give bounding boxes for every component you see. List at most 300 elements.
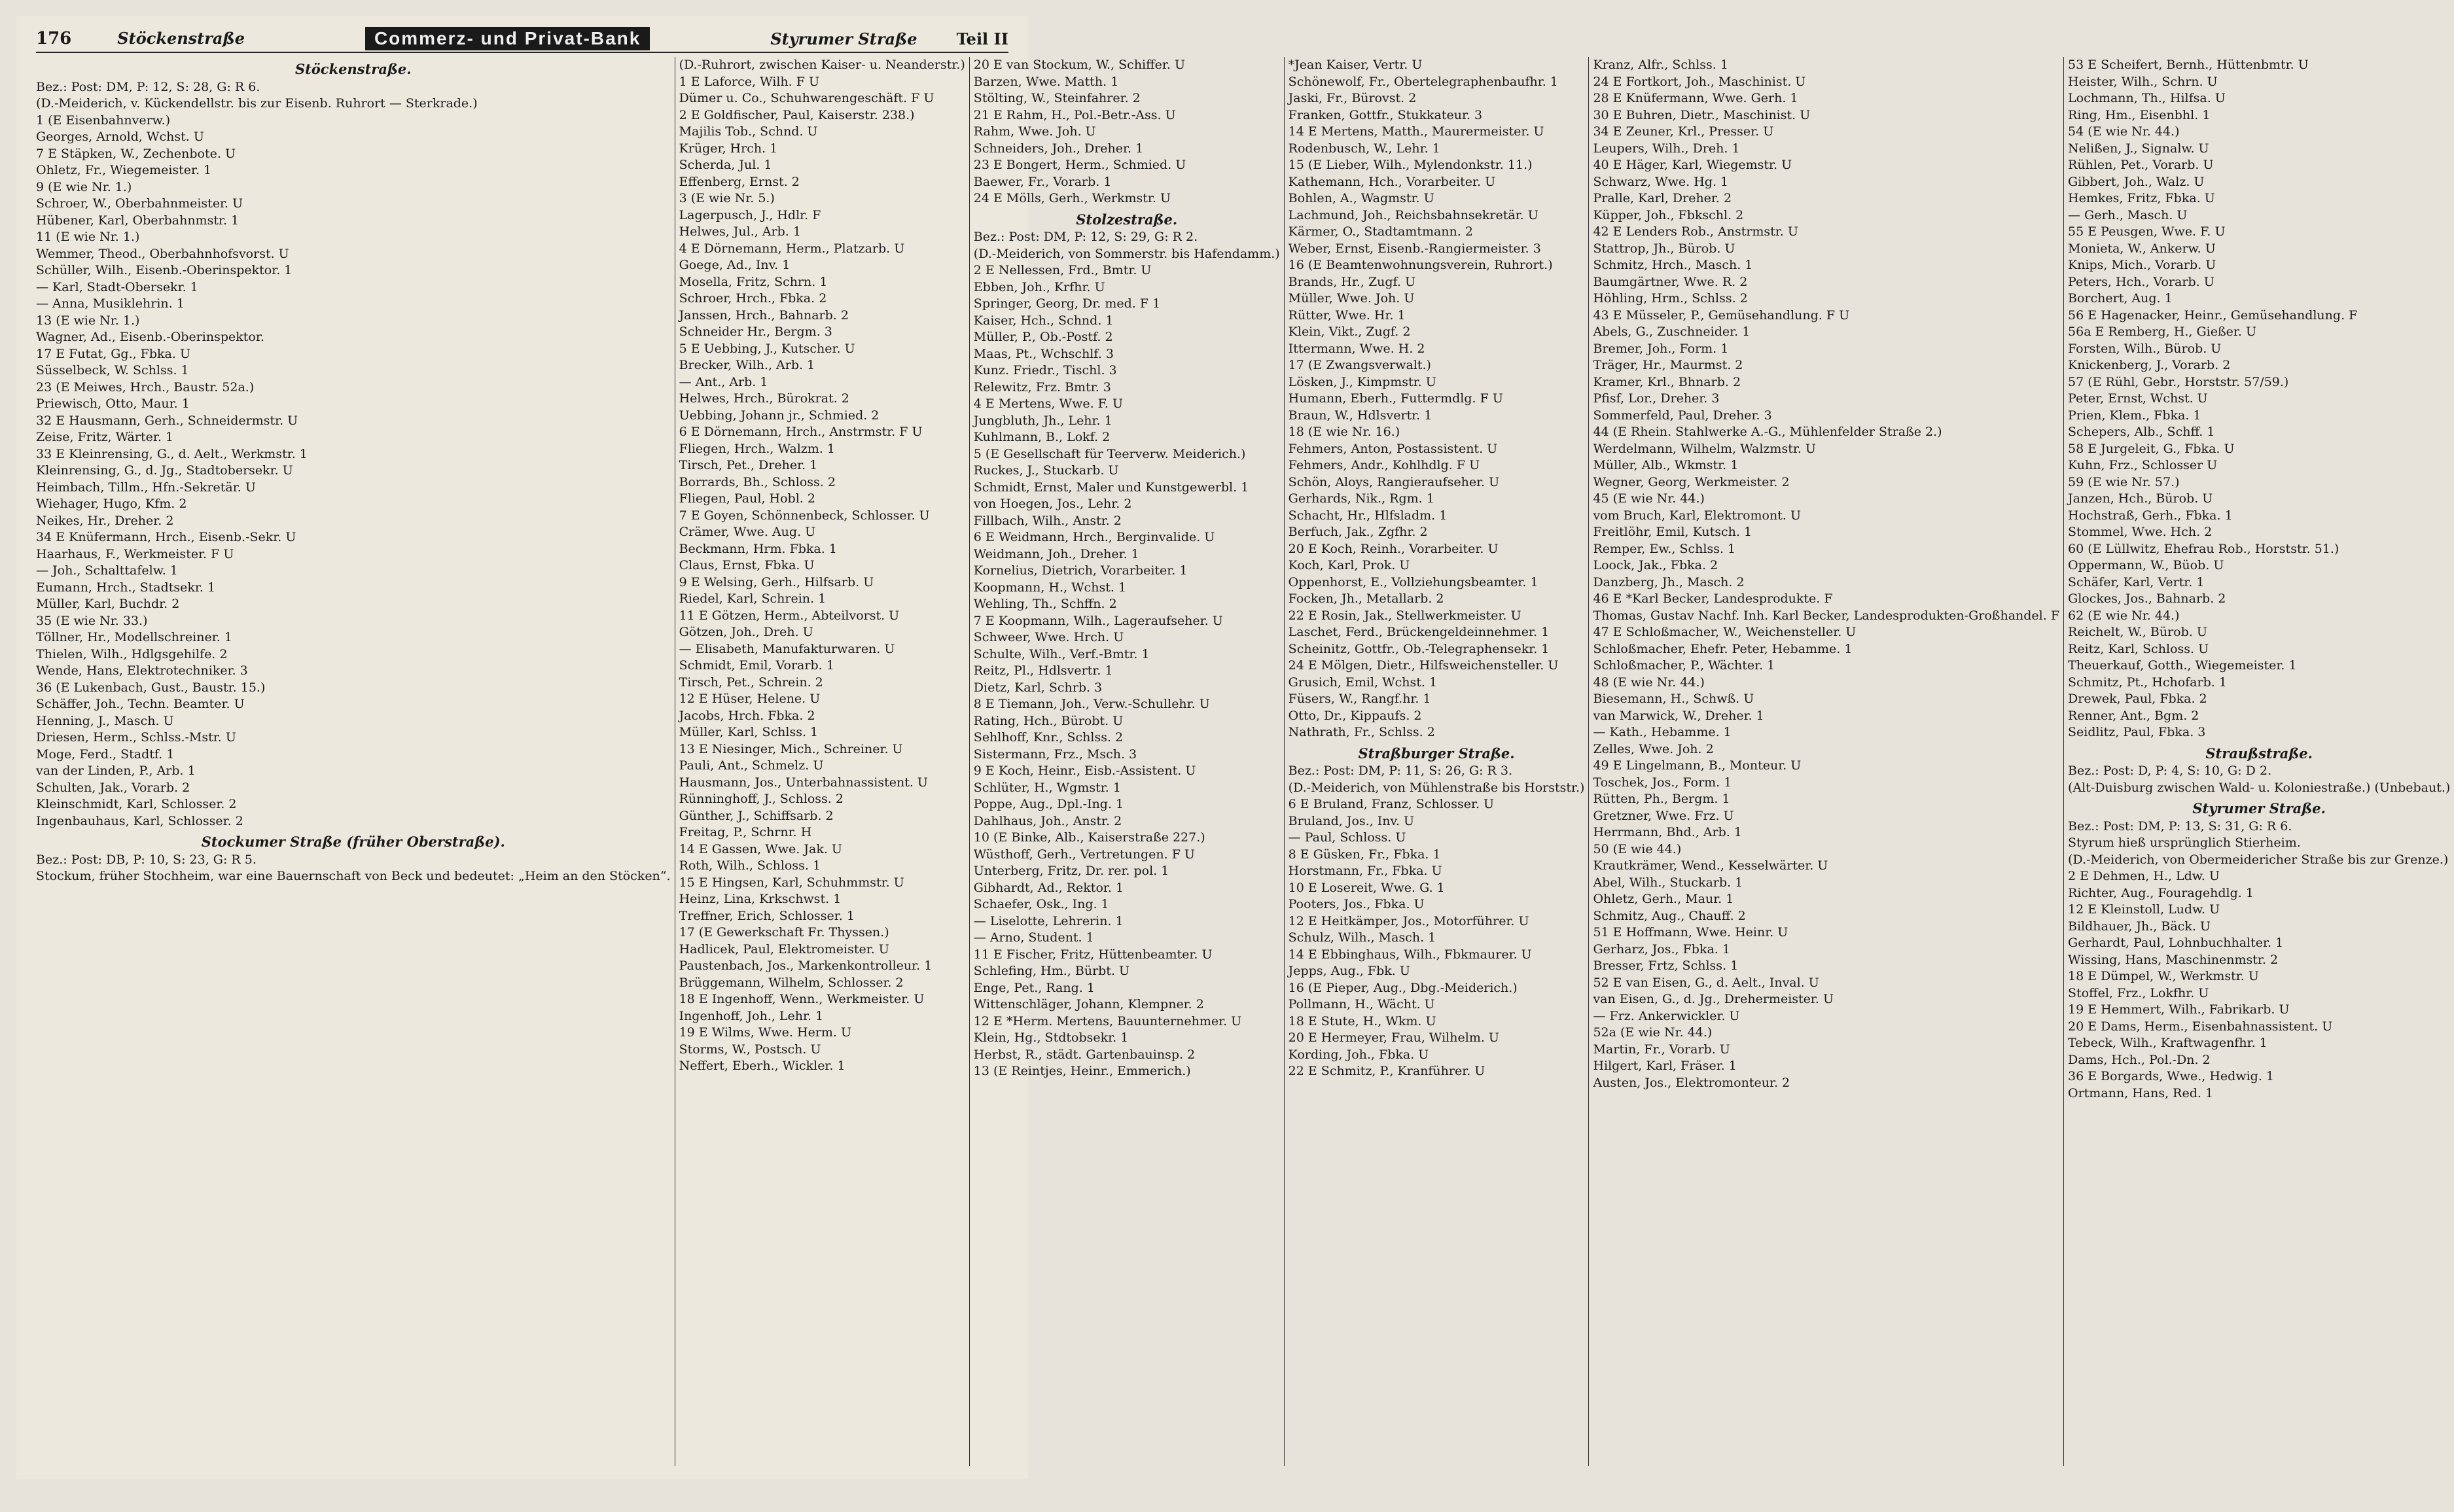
directory-entry: Müller, Wwe. Joh. U: [1288, 291, 1415, 306]
directory-entry: Kleinrensing, G., d. Jg., Stadtobersekr. U: [36, 463, 293, 478]
directory-entry: Zeise, Fritz, Wärter. 1: [36, 430, 173, 444]
directory-entry: 4 E Dörnemann, Herm., Platzarb. U: [679, 241, 905, 256]
directory-entry: Beckmann, Hrm. Fbka. 1: [679, 541, 837, 556]
directory-entry: 15 E Hingsen, Karl, Schuhmmstr. U: [679, 875, 904, 890]
directory-entry: Klein, Hg., Stdtobsekr. 1: [973, 1030, 1129, 1045]
directory-entry: 47 E Schloßmacher, W., Weichensteller. U: [1593, 625, 1857, 639]
directory-entry: Fliegen, Paul, Hobl. 2: [679, 491, 815, 506]
directory-entry: 24 E Mölls, Gerh., Werkmstr. U: [973, 191, 1171, 205]
directory-entry: Drewek, Paul, Fbka. 2: [2068, 692, 2207, 706]
directory-entry: Wende, Hans, Elektrotechniker. 3: [36, 663, 248, 678]
directory-entry: Moge, Ferd., Stadtf. 1: [36, 747, 175, 762]
directory-entry: Schulten, Jak., Vorarb. 2: [36, 780, 190, 795]
directory-entry: Neikes, Hr., Dreher. 2: [36, 513, 174, 528]
directory-entry: Füsers, W., Rangf.hr. 1: [1288, 692, 1431, 706]
directory-entry: Unterberg, Fritz, Dr. rer. pol. 1: [973, 864, 1169, 878]
directory-entry: Schulte, Wilh., Verf.-Bmtr. 1: [973, 646, 1150, 661]
directory-entry: (D.-Ruhrort, zwischen Kaiser- u. Neanderstr.): [679, 58, 965, 72]
directory-entry: 10 (E Binke, Alb., Kaiserstraße 227.): [973, 830, 1205, 845]
directory-entry: Wiehager, Hugo, Kfm. 2: [36, 497, 187, 511]
directory-entry: Treffner, Erich, Schlosser. 1: [679, 908, 855, 923]
directory-entry: Riedel, Karl, Schrein. 1: [679, 591, 827, 606]
directory-entry: 12 E Hüser, Helene. U: [679, 692, 821, 706]
directory-entry: van Eisen, G., d. Jg., Drehermeister. U: [1593, 992, 1834, 1006]
directory-entry: Gerhards, Nik., Rgm. 1: [1288, 491, 1434, 506]
directory-entry: Helwes, Jul., Arb. 1: [679, 224, 801, 239]
directory-entry: 18 (E wie Nr. 16.): [1288, 425, 1400, 439]
directory-entry: Kuhn, Frz., Schlosser U: [2068, 458, 2218, 472]
directory-entry: Fehmers, Anton, Postassistent. U: [1288, 441, 1498, 456]
directory-columns: [36, 57, 2451, 1466]
directory-entry: Hausmann, Jos., Unterbahnassistent. U: [679, 775, 928, 790]
directory-entry: Pooters, Jos., Fbka. U: [1288, 897, 1425, 911]
directory-entry: Dams, Hch., Pol.-Dn. 2: [2068, 1052, 2211, 1067]
directory-entry: Götzen, Joh., Dreh. U: [679, 625, 813, 639]
directory-entry: 12 E *Herm. Mertens, Bauunternehmer. U: [973, 1013, 1242, 1029]
directory-entry: Schmitz, Pt., Hchofarb. 1: [2068, 675, 2227, 690]
directory-entry: Dümer u. Co., Schuhwarengeschäft. F U: [679, 91, 934, 105]
directory-entry: Schmidt, Ernst, Maler und Kunstgewerbl. 1: [973, 480, 1249, 495]
directory-entry: — Gerh., Masch. U: [2068, 207, 2188, 222]
directory-entry: Ingenbauhaus, Karl, Schlosser. 2: [36, 813, 243, 828]
directory-entry: Sommerfeld, Paul, Dreher. 3: [1593, 408, 1772, 423]
directory-entry: Knickenberg, J., Vorarb. 2: [2068, 358, 2231, 372]
directory-entry: 20 E Hermeyer, Frau, Wilhelm. U: [1288, 1030, 1499, 1045]
directory-entry: Brands, Hr., Zugf. U: [1288, 274, 1416, 289]
directory-entry: Rütten, Ph., Bergm. 1: [1593, 792, 1730, 806]
directory-entry: 9 E Welsing, Gerh., Hilfsarb. U: [679, 574, 874, 589]
directory-entry: Haarhaus, F., Werkmeister. F U: [36, 546, 234, 561]
directory-entry: Theuerkauf, Gotth., Wiegemeister. 1: [2068, 658, 2297, 673]
directory-entry: Nathrath, Fr., Schlss. 2: [1288, 725, 1435, 739]
directory-entry: Tirsch, Pet., Dreher. 1: [679, 458, 818, 472]
directory-entry: Uebbing, Johann jr., Schmied. 2: [679, 408, 880, 423]
street-heading: Styrumer Straße.: [2192, 800, 2326, 817]
directory-entry: 5 (E Gesellschaft für Teerverw. Meiderich.): [973, 446, 1246, 461]
directory-entry: 14 E Mertens, Matth., Maurermeister. U: [1288, 124, 1544, 139]
directory-entry: (D.-Meiderich, von Sommerstr. bis Hafendamm.): [973, 246, 1280, 261]
directory-entry: Abel, Wilh., Stuckarb. 1: [1593, 875, 1743, 890]
directory-entry: Süsselbeck, W. Schlss. 1: [36, 363, 189, 378]
directory-entry: Rahm, Wwe. Joh. U: [973, 124, 1096, 139]
directory-entry: Scheinitz, Gottfr., Ob.-Telegraphensekr. 1: [1288, 641, 1550, 656]
directory-entry: 9 (E wie Nr. 1.): [36, 179, 132, 194]
directory-entry: Austen, Jos., Elektromonteur. 2: [1593, 1075, 1790, 1090]
directory-entry: Kaiser, Hch., Schnd. 1: [973, 313, 1114, 328]
directory-entry: 13 (E wie Nr. 1.): [36, 313, 140, 328]
directory-entry: Gretzner, Wwe. Frz. U: [1593, 808, 1734, 823]
directory-entry: 57 (E Rühl, Gebr., Horststr. 57/59.): [2068, 374, 2289, 389]
directory-entry: 56 E Hagenacker, Heinr., Gemüsehandlung. F: [2068, 308, 2358, 323]
directory-entry: — Karl, Stadt-Obersekr. 1: [36, 279, 198, 294]
directory-entry: Ohletz, Fr., Wiegemeister. 1: [36, 163, 212, 177]
directory-entry: Hübener, Karl, Oberbahnmstr. 1: [36, 213, 240, 228]
directory-entry: 58 E Jurgeleit, G., Fbka. U: [2068, 441, 2235, 456]
directory-entry: 10 E Losereit, Wwe. G. 1: [1288, 880, 1445, 895]
directory-entry: Schulz, Wilh., Masch. 1: [1288, 930, 1436, 945]
directory-entry: Krüger, Hrch. 1: [679, 141, 778, 156]
column-4: [1285, 57, 1590, 1466]
directory-entry: Freitlöhr, Emil, Kutsch. 1: [1593, 525, 1752, 539]
directory-entry: 48 (E wie Nr. 44.): [1593, 675, 1705, 690]
directory-entry: Monieta, W., Ankerw. U: [2068, 241, 2216, 256]
directory-entry: 19 E Wilms, Wwe. Herm. U: [679, 1025, 852, 1040]
directory-entry: Müller, Karl, Schlss. 1: [679, 725, 819, 739]
directory-entry: 36 (E Lukenbach, Gust., Baustr. 15.): [36, 680, 266, 695]
directory-entry: Gerhardt, Paul, Lohnbuchhalter. 1: [2068, 936, 2284, 950]
directory-entry: Heinz, Lina, Krkschwst. 1: [679, 892, 842, 906]
page-number: 176: [36, 29, 72, 48]
directory-entry: Bremer, Joh., Form. 1: [1593, 341, 1729, 356]
directory-entry: Rating, Hch., Bürobt. U: [973, 713, 1124, 728]
directory-entry: — Elisabeth, Manufakturwaren. U: [679, 641, 895, 656]
directory-entry: 15 (E Lieber, Wilh., Mylendonkstr. 11.): [1288, 158, 1533, 172]
directory-entry: 6 E Dörnemann, Hrch., Anstrmstr. F U: [679, 425, 923, 439]
directory-entry: Berfuch, Jak., Zgfhr. 2: [1288, 525, 1428, 539]
advertising-banner: Commerz- und Privat-Bank: [365, 27, 650, 50]
directory-entry: Schepers, Alb., Schff. 1: [2068, 425, 2215, 439]
directory-entry: — Paul, Schloss. U: [1288, 830, 1406, 845]
directory-entry: Heister, Wilh., Schrn. U: [2068, 74, 2218, 89]
directory-entry: 34 E Knüfermann, Hrch., Eisenb.-Sekr. U: [36, 530, 296, 544]
directory-entry: 2 E Goldfischer, Paul, Kaiserstr. 238.): [679, 107, 915, 122]
directory-entry: Bez.: Post: DM, P: 13, S: 31, G: R 6.: [2068, 818, 2292, 834]
directory-entry: Stölting, W., Steinfahrer. 2: [973, 91, 1141, 105]
directory-entry: 53 E Scheifert, Bernh., Hüttenbmtr. U: [2068, 58, 2309, 72]
directory-entry: Pralle, Karl, Dreher. 2: [1593, 191, 1732, 205]
directory-entry: Pfisf, Lor., Dreher. 3: [1593, 391, 1720, 406]
street-heading: Stockumer Straße (früher Oberstraße).: [201, 834, 505, 850]
directory-entry: Enge, Pet., Rang. 1: [973, 980, 1095, 995]
directory-entry: Kuhlmann, B., Lokf. 2: [973, 430, 1111, 444]
directory-entry: Bez.: Post: DM, P: 12, S: 28, G: R 6.: [36, 79, 260, 94]
directory-entry: 3 (E wie Nr. 5.): [679, 191, 775, 205]
directory-entry: Springer, Georg, Dr. med. F 1: [973, 296, 1161, 311]
directory-entry: 20 E Dams, Herm., Eisenbahnassistent. U: [2068, 1019, 2333, 1034]
directory-entry: 11 (E wie Nr. 1.): [36, 230, 140, 244]
directory-entry: Fliegen, Hrch., Walzm. 1: [679, 441, 835, 456]
directory-entry: 2 E Nellessen, Frd., Bmtr. U: [973, 263, 1152, 277]
directory-entry: 18 E Ingenhoff, Wenn., Werkmeister. U: [679, 992, 925, 1006]
directory-entry: Franken, Gottfr., Stukkateur. 3: [1288, 107, 1483, 122]
directory-entry: Thielen, Wilh., Hdlgsgehilfe. 2: [36, 646, 228, 661]
directory-entry: Paustenbach, Jos., Markenkontrolleur. 1: [679, 958, 933, 973]
directory-entry: 8 E Tiemann, Joh., Verw.-Schullehr. U: [973, 697, 1210, 711]
page-header: [36, 26, 1008, 53]
directory-entry: (D.-Meiderich, von Mühlenstraße bis Horststr.): [1288, 780, 1585, 795]
directory-entry: Focken, Jh., Metallarb. 2: [1288, 591, 1444, 606]
directory-entry: Bruland, Jos., Inv. U: [1288, 813, 1415, 828]
directory-entry: 14 E Ebbinghaus, Wilh., Fbkmaurer. U: [1288, 947, 1532, 962]
directory-entry: (D.-Meiderich, von Obermeidericher Straße bis zur Grenze.): [2068, 852, 2449, 867]
directory-entry: Glockes, Jos., Bahnarb. 2: [2068, 591, 2226, 606]
directory-entry: Kranz, Alfr., Schlss. 1: [1593, 58, 1728, 72]
directory-entry: 1 E Laforce, Wilh. F U: [679, 74, 819, 89]
directory-entry: Schweer, Wwe. Hrch. U: [973, 630, 1124, 644]
directory-entry: Weidmann, Joh., Dreher. 1: [973, 546, 1139, 561]
directory-entry: 11 E Fischer, Fritz, Hüttenbeamter. U: [973, 947, 1213, 962]
directory-entry: Jepps, Aug., Fbk. U: [1288, 964, 1410, 978]
directory-entry: Wittenschläger, Johann, Klempner. 2: [973, 997, 1204, 1011]
directory-entry: Schlefing, Hm., Bürbt. U: [973, 964, 1130, 978]
directory-entry: Storms, W., Postsch. U: [679, 1042, 821, 1057]
directory-entry: Fillbach, Wilh., Anstr. 2: [973, 513, 1122, 528]
directory-entry: van Marwick, W., Dreher. 1: [1593, 708, 1764, 723]
directory-entry: — Frz. Ankerwickler. U: [1593, 1008, 1740, 1023]
directory-entry: 8 E Güsken, Fr., Fbka. 1: [1288, 847, 1441, 862]
directory-entry: Brüggemann, Wilhelm, Schlosser. 2: [679, 975, 904, 990]
directory-entry: Bresser, Frtz, Schlss. 1: [1593, 958, 1739, 973]
directory-entry: 18 E Stute, H., Wkm. U: [1288, 1013, 1436, 1029]
directory-entry: Eumann, Hrch., Stadtsekr. 1: [36, 580, 216, 595]
directory-entry: 12 E Heitkämper, Jos., Motorführer. U: [1288, 913, 1529, 928]
directory-entry: Bez.: Post: DM, P: 11, S: 26, G: R 3.: [1288, 764, 1513, 778]
directory-entry: 36 E Borgards, Wwe., Hedwig. 1: [2068, 1069, 2274, 1083]
directory-entry: Laschet, Ferd., Brückengeldeinnehmer. 1: [1288, 625, 1550, 639]
directory-entry: Peters, Hch., Vorarb. U: [2068, 274, 2214, 289]
directory-entry: Dahlhaus, Joh., Anstr. 2: [973, 813, 1122, 828]
directory-entry: Schwarz, Wwe. Hg. 1: [1593, 174, 1729, 189]
directory-entry: 17 (E Zwangsverwalt.): [1288, 358, 1431, 372]
directory-entry: — Joh., Schalttafelw. 1: [36, 563, 178, 578]
directory-entry: Kramer, Krl., Bhnarb. 2: [1593, 374, 1741, 389]
directory-entry: Müller, Karl, Buchdr. 2: [36, 597, 180, 611]
column-3: [970, 57, 1285, 1466]
directory-entry: Zelles, Wwe. Joh. 2: [1593, 741, 1714, 756]
directory-entry: Reitz, Karl, Schloss. U: [2068, 641, 2209, 656]
directory-entry: 2 E Dehmen, H., Ldw. U: [2068, 869, 2220, 883]
directory-entry: Jacobs, Hrch. Fbka. 2: [679, 708, 815, 723]
directory-entry: Reichelt, W., Bürob. U: [2068, 625, 2207, 639]
directory-entry: Schäfer, Karl, Vertr. 1: [2068, 574, 2205, 589]
directory-entry: Ruckes, J., Stuckarb. U: [973, 463, 1119, 478]
directory-entry: 34 E Zeuner, Krl., Presser. U: [1593, 124, 1774, 139]
directory-entry: 40 E Häger, Karl, Wiegemstr. U: [1593, 158, 1792, 172]
directory-entry: — Ant., Arb. 1: [679, 374, 768, 389]
directory-entry: Müller, P., Ob.-Postf. 2: [973, 330, 1113, 344]
directory-entry: 21 E Rahm, H., Pol.-Betr.-Ass. U: [973, 107, 1176, 122]
directory-entry: Schloßmacher, P., Wächter. 1: [1593, 658, 1775, 673]
directory-entry: — Kath., Hebamme. 1: [1593, 725, 1732, 739]
directory-entry: Schön, Aloys, Rangieraufseher. U: [1288, 474, 1500, 489]
directory-entry: 35 (E wie Nr. 33.): [36, 613, 148, 628]
directory-entry: 16 (E Pieper, Aug., Dbg.-Meiderich.): [1288, 980, 1518, 995]
directory-entry: 7 E Stäpken, W., Zechenbote. U: [36, 146, 236, 161]
column-5: [1589, 57, 2064, 1466]
directory-entry: Tirsch, Pet., Schrein. 2: [679, 675, 823, 690]
directory-entry: Weber, Ernst, Eisenb.-Rangiermeister. 3: [1288, 241, 1541, 256]
directory-entry: 5 E Uebbing, J., Kutscher. U: [679, 341, 855, 356]
directory-entry: 13 E Niesinger, Mich., Schreiner. U: [679, 741, 903, 756]
directory-entry: Stattrop, Jh., Bürob. U: [1593, 241, 1735, 256]
directory-entry: Remper, Ew., Schlss. 1: [1593, 541, 1736, 556]
directory-entry: Jaski, Fr., Bürovst. 2: [1288, 91, 1417, 105]
directory-entry: Schmidt, Emil, Vorarb. 1: [679, 658, 834, 673]
directory-entry: Martin, Fr., Vorarb. U: [1593, 1042, 1730, 1057]
directory-entry: Georges, Arnold, Wchst. U: [36, 130, 204, 144]
directory-entry: Janzen, Hch., Bürob. U: [2068, 491, 2213, 506]
directory-entry: Maas, Pt., Wchschlf. 3: [973, 346, 1114, 361]
directory-entry: Schaefer, Osk., Ing. 1: [973, 897, 1109, 911]
directory-entry: Forsten, Wilh., Bürob. U: [2068, 341, 2222, 356]
directory-entry: Braun, W., Hdlsvertr. 1: [1288, 408, 1432, 423]
directory-entry: Wüsthoff, Gerh., Vertretungen. F U: [973, 847, 1195, 862]
directory-entry: 23 (E Meiwes, Hrch., Baustr. 52a.): [36, 379, 255, 395]
directory-entry: Brecker, Wilh., Arb. 1: [679, 358, 815, 372]
directory-entry: 9 E Koch, Heinr., Eisb.-Assistent. U: [973, 764, 1196, 778]
directory-entry: Lösken, J., Kimpmstr. U: [1288, 374, 1436, 389]
directory-entry: 13 (E Reintjes, Heinr., Emmerich.): [973, 1064, 1191, 1078]
directory-entry: Claus, Ernst, Fbka. U: [679, 558, 815, 572]
directory-entry: Werdelmann, Wilhelm, Walzmstr. U: [1593, 441, 1816, 456]
directory-entry: 30 E Buhren, Dietr., Maschinist. U: [1593, 107, 1811, 122]
directory-entry: Ittermann, Wwe. H. 2: [1288, 341, 1425, 356]
directory-entry: Rütter, Wwe. Hr. 1: [1288, 308, 1406, 323]
directory-entry: Ohletz, Gerh., Maur. 1: [1593, 892, 1734, 906]
directory-entry: — Arno, Student. 1: [973, 930, 1094, 945]
directory-entry: Mosella, Fritz, Schrn. 1: [679, 274, 828, 289]
directory-entry: Rühlen, Pet., Vorarb. U: [2068, 158, 2214, 172]
directory-entry: vom Bruch, Karl, Elektromont. U: [1593, 508, 1801, 523]
directory-entry: Thomas, Gustav Nachf. Inh. Karl Becker, Landesprodukten-Großhandel. F: [1593, 608, 2060, 623]
directory-entry: *Jean Kaiser, Vertr. U: [1288, 58, 1423, 72]
directory-entry: Effenberg, Ernst. 2: [679, 174, 800, 189]
directory-entry: Baewer, Fr., Vorarb. 1: [973, 174, 1112, 189]
directory-entry: Hochstraß, Gerh., Fbka. 1: [2068, 508, 2233, 523]
street-heading: Straußstraße.: [2205, 745, 2313, 762]
directory-entry: Pauli, Ant., Schmelz. U: [679, 758, 824, 773]
directory-entry: Schloßmacher, Ehefr. Peter, Hebamme. 1: [1593, 641, 1853, 656]
directory-entry: 23 E Bongert, Herm., Schmied. U: [973, 158, 1186, 172]
directory-entry: Ring, Hm., Eisenbhl. 1: [2068, 107, 2211, 122]
directory-entry: 22 E Schmitz, P., Kranführer. U: [1288, 1064, 1485, 1078]
directory-entry: Herrmann, Bhd., Arb. 1: [1593, 825, 1742, 839]
directory-entry: Henning, J., Masch. U: [36, 713, 174, 728]
directory-entry: Schneider Hr., Bergm. 3: [679, 325, 832, 339]
column-1: [36, 57, 675, 1466]
part-label: Teil II: [956, 29, 1008, 48]
directory-entry: 22 E Rosin, Jak., Stellwerkmeister. U: [1288, 608, 1521, 623]
directory-entry: Crämer, Wwe. Aug. U: [679, 525, 816, 539]
directory-entry: von Hoegen, Jos., Lehr. 2: [973, 497, 1132, 511]
directory-entry: Schroer, W., Oberbahnmeister. U: [36, 196, 243, 211]
directory-entry: Bildhauer, Jh., Bäck. U: [2068, 919, 2211, 934]
directory-entry: — Anna, Musiklehrin. 1: [36, 296, 185, 311]
directory-entry: Dietz, Karl, Schrb. 3: [973, 680, 1103, 695]
directory-entry: Schroer, Hrch., Fbka. 2: [679, 291, 827, 306]
directory-entry: Schlüter, H., Wgmstr. 1: [973, 780, 1121, 795]
directory-entry: 33 E Kleinrensing, G., d. Aelt., Werkmstr. 1: [36, 446, 308, 461]
directory-entry: Baumgärtner, Wwe. R. 2: [1593, 274, 1748, 289]
directory-entry: Knips, Mich., Vorarb. U: [2068, 258, 2216, 272]
directory-entry: (Alt-Duisburg zwischen Wald- u. Koloniestraße.) (Unbebaut.): [2068, 780, 2451, 795]
directory-entry: Majilis Tob., Schnd. U: [679, 124, 818, 139]
directory-entry: Kärmer, O., Stadtamtmann. 2: [1288, 224, 1473, 239]
directory-entry: 16 (E Beamtenwohnungsverein, Ruhrort.): [1288, 258, 1553, 272]
directory-entry: 17 E Futat, Gg., Fbka. U: [36, 346, 190, 361]
directory-entry: Sehlhoff, Knr., Schlss. 2: [973, 730, 1124, 745]
directory-entry: Bohlen, A., Wagmstr. U: [1288, 191, 1434, 205]
directory-entry: Prien, Klem., Fbka. 1: [2068, 408, 2201, 423]
directory-entry: 52 E van Eisen, G., d. Aelt., Inval. U: [1593, 975, 1819, 990]
directory-entry: Rünninghoff, J., Schloss. 2: [679, 792, 844, 806]
directory-entry: 46 E *Karl Becker, Landesprodukte. F: [1593, 591, 1833, 606]
directory-entry: Lachmund, Joh., Reichsbahnsekretär. U: [1288, 207, 1538, 222]
directory-entry: — Liselotte, Lehrerin. 1: [973, 913, 1124, 928]
directory-entry: Peter, Ernst, Wchst. U: [2068, 391, 2208, 406]
directory-entry: Heimbach, Tillm., Hfn.-Sekretär. U: [36, 480, 256, 495]
directory-entry: Schmitz, Hrch., Masch. 1: [1593, 258, 1753, 272]
directory-entry: Müller, Alb., Wkmstr. 1: [1593, 458, 1739, 472]
directory-entry: Seidlitz, Paul, Fbka. 3: [2068, 725, 2206, 739]
left-running-head: Stöckenstraße: [117, 29, 245, 48]
street-heading: Stöckenstraße.: [294, 61, 412, 77]
directory-entry: 52a (E wie Nr. 44.): [1593, 1025, 1713, 1040]
directory-entry: 59 (E wie Nr. 57.): [2068, 474, 2180, 489]
directory-entry: Horstmann, Fr., Fbka. U: [1288, 864, 1442, 878]
directory-entry: van der Linden, P., Arb. 1: [36, 764, 196, 778]
directory-entry: Wagner, Ad., Eisenb.-Oberinspektor.: [36, 330, 264, 344]
directory-entry: Kording, Joh., Fbka. U: [1288, 1047, 1429, 1062]
directory-entry: Schäffer, Joh., Techn. Beamter. U: [36, 697, 245, 711]
directory-entry: Fehmers, Andr., Kohlhdlg. F U: [1288, 458, 1480, 472]
directory-entry: Schönewolf, Fr., Obertelegraphenbaufhr. 1: [1288, 74, 1558, 89]
directory-entry: 7 E Goyen, Schönnenbeck, Schlosser. U: [679, 508, 930, 523]
directory-entry: 60 (E Lüllwitz, Ehefrau Rob., Horststr. 51.): [2068, 541, 2339, 556]
directory-entry: Priewisch, Otto, Maur. 1: [36, 396, 190, 411]
directory-entry: Pollmann, H., Wächt. U: [1288, 997, 1435, 1011]
directory-entry: Neffert, Eberh., Wickler. 1: [679, 1059, 845, 1073]
directory-entry: 12 E Kleinstoll, Ludw. U: [2068, 902, 2220, 917]
directory-entry: Gerharz, Jos., Fbka. 1: [1593, 941, 1730, 957]
directory-entry: Styrum hieß ursprünglich Stierheim.: [2068, 835, 2301, 850]
directory-entry: Goege, Ad., Inv. 1: [679, 258, 791, 272]
directory-entry: Günther, J., Schiffsarb. 2: [679, 808, 834, 823]
directory-entry: 45 (E wie Nr. 44.): [1593, 491, 1705, 506]
directory-entry: Wissing, Hans, Maschinenmstr. 2: [2068, 952, 2279, 967]
directory-entry: Toschek, Jos., Form. 1: [1593, 775, 1732, 790]
directory-entry: Danzberg, Jh., Masch. 2: [1593, 574, 1745, 589]
directory-entry: 51 E Hoffmann, Wwe. Heinr. U: [1593, 925, 1788, 940]
directory-entry: Nelißen, J., Signalw. U: [2068, 141, 2209, 156]
directory-entry: Schneiders, Joh., Dreher. 1: [973, 141, 1144, 156]
directory-entry: Renner, Ant., Bgm. 2: [2068, 708, 2199, 723]
directory-entry: Humann, Eberh., Futtermdlg. F U: [1288, 391, 1503, 406]
street-heading: Straßburger Straße.: [1358, 745, 1515, 762]
directory-entry: 17 (E Gewerkschaft Fr. Thyssen.): [679, 925, 889, 940]
directory-entry: Träger, Hr., Maurmst. 2: [1593, 358, 1743, 372]
directory-entry: Oppenhorst, E., Vollziehungsbeamter. 1: [1288, 574, 1538, 589]
directory-entry: Hilgert, Karl, Fräser. 1: [1593, 1059, 1737, 1073]
directory-entry: Lagerpusch, J., Hdlr. F: [679, 207, 821, 222]
directory-entry: (D.-Meiderich, v. Kückendellstr. bis zur Eisenb. Ruhrort — Sterkrade.): [36, 96, 478, 111]
directory-entry: Relewitz, Frz. Bmtr. 3: [973, 379, 1111, 395]
directory-entry: 6 E Weidmann, Hrch., Berginvalide. U: [973, 530, 1215, 544]
directory-entry: 18 E Dümpel, W., Werkmstr. U: [2068, 969, 2259, 983]
directory-entry: Jungbluth, Jh., Lehr. 1: [973, 413, 1112, 428]
directory-entry: 24 E Mölgen, Dietr., Hilfsweichensteller. U: [1288, 658, 1559, 673]
directory-entry: Herbst, R., städt. Gartenbauinsp. 2: [973, 1047, 1196, 1062]
directory-entry: Freitag, P., Schrnr. H: [679, 825, 812, 839]
directory-entry: Wegner, Georg, Werkmeister. 2: [1593, 474, 1790, 489]
directory-entry: Scherda, Jul. 1: [679, 158, 772, 172]
directory-entry: Schacht, Hr., Hlfsladm. 1: [1288, 508, 1448, 523]
directory-entry: Kunz. Friedr., Tischl. 3: [973, 363, 1117, 378]
directory-entry: Kleinschmidt, Karl, Schlosser. 2: [36, 797, 237, 811]
directory-page: [16, 16, 2451, 1479]
directory-entry: Leupers, Wilh., Dreh. 1: [1593, 141, 1740, 156]
directory-entry: 20 E Koch, Reinh., Vorarbeiter. U: [1288, 541, 1499, 556]
